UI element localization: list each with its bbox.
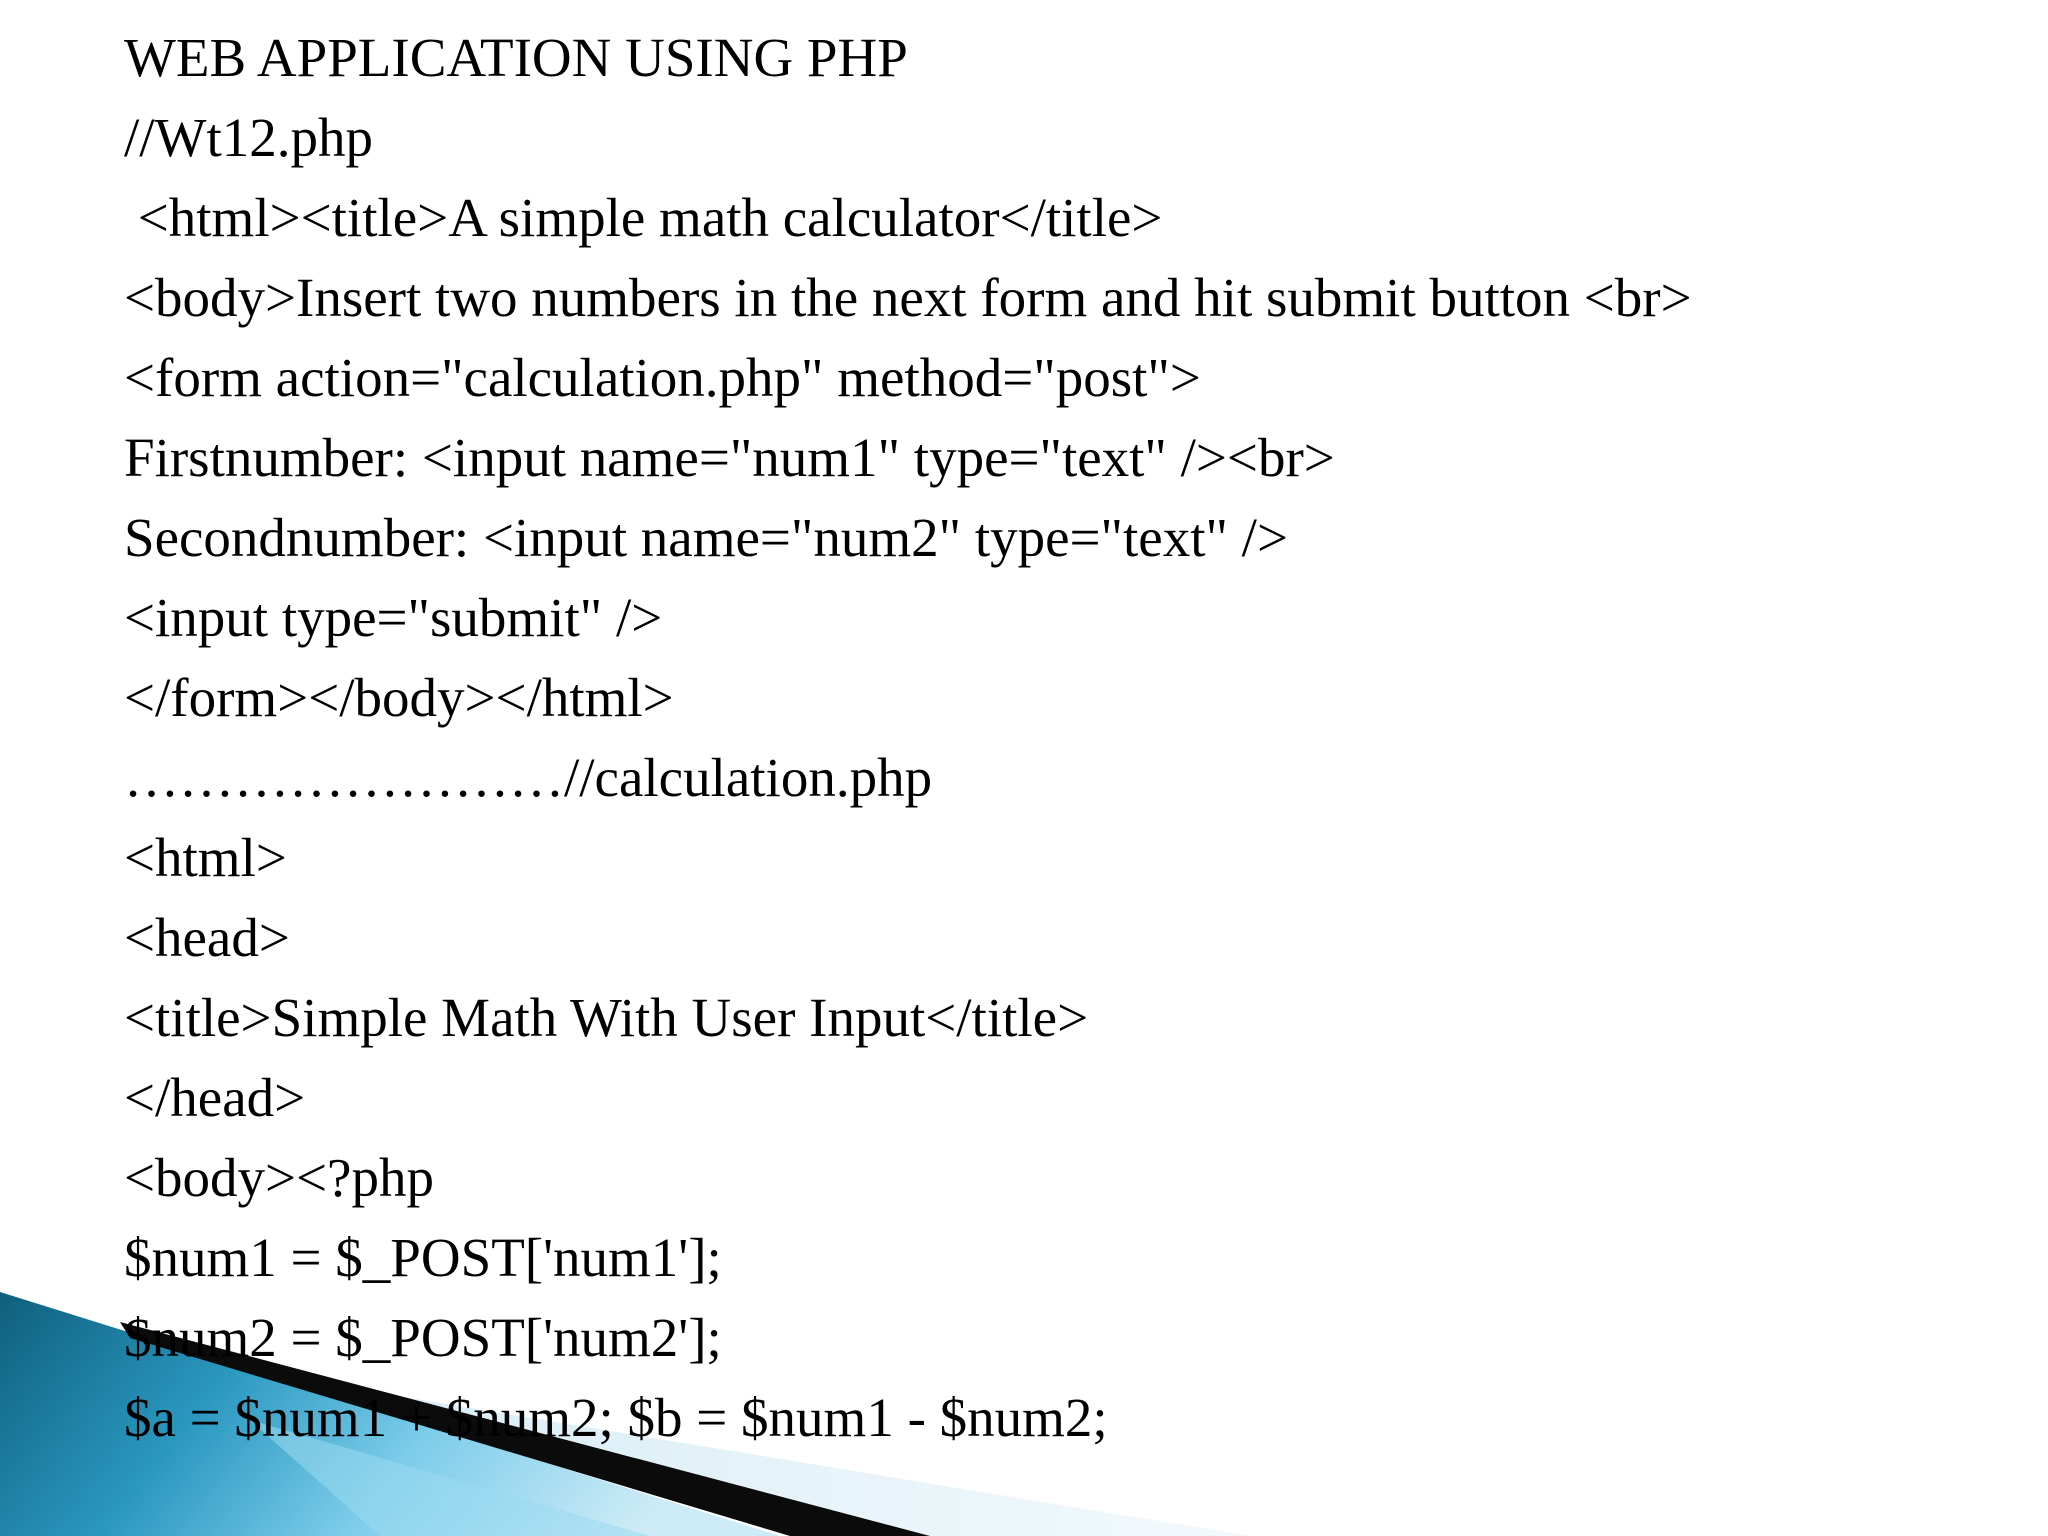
code-line: <input type="submit" /> xyxy=(124,587,663,648)
code-line: $num1 = $_POST['num1']; xyxy=(124,1227,722,1288)
code-line: Firstnumber: <input name="num1" type="text" /><br> xyxy=(124,427,1335,488)
code-line: <title>Simple Math With User Input</title> xyxy=(124,987,1089,1048)
code-line: <form action="calculation.php" method="post"> xyxy=(124,347,1201,408)
code-line: <html> xyxy=(124,827,287,888)
code-line: $num2 = $_POST['num2']; xyxy=(124,1307,722,1368)
code-line: <body><?php xyxy=(124,1147,434,1208)
slide-title: WEB APPLICATION USING PHP xyxy=(124,27,908,88)
code-line: <head> xyxy=(124,907,290,968)
code-line: <html><title>A simple math calculator</title> xyxy=(124,187,1163,248)
code-line: $a = $num1 + $num2; $b = $num1 - $num2; xyxy=(124,1387,1108,1448)
code-line: </head> xyxy=(124,1067,306,1128)
code-line: ……………………//calculation.php xyxy=(124,747,933,808)
code-line: </form></body></html> xyxy=(124,667,674,728)
code-line: //Wt12.php xyxy=(124,107,374,168)
slide-body xyxy=(124,18,2004,1458)
code-line: Secondnumber: <input name="num2" type="text" /> xyxy=(124,507,1288,568)
code-line: <body>Insert two numbers in the next form and hit submit button <br> xyxy=(124,267,1692,328)
